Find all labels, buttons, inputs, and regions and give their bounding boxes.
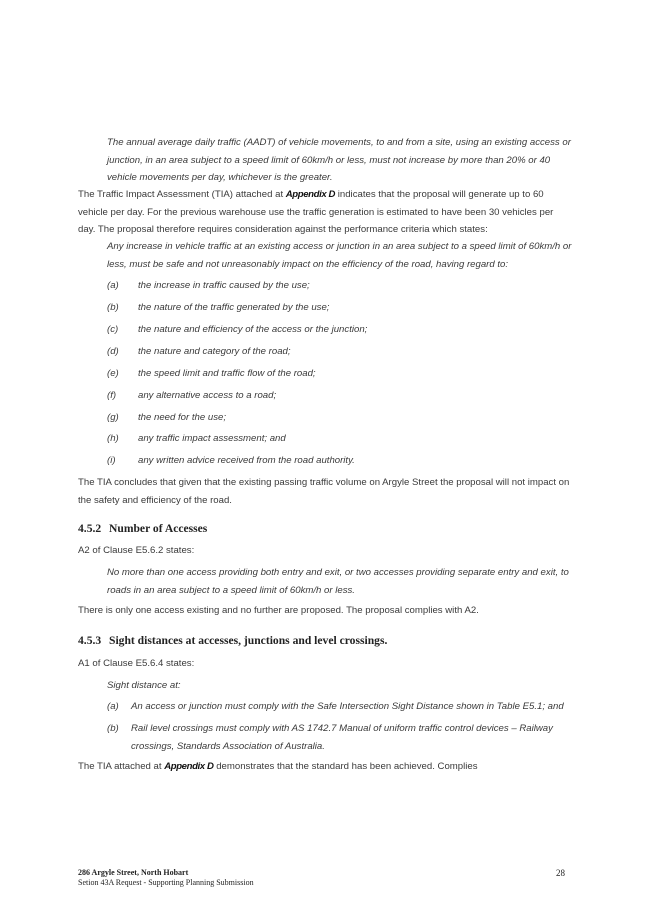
list-item-text: Rail level crossings must comply with AS 1742.7 Manual of uniform traffic control devices – Railway crossings, Standards Association of Australia. xyxy=(131,723,553,752)
tia-paragraph-before: The Traffic Impact Assessment (TIA) attached at xyxy=(78,189,286,200)
clause-quote-a2: No more than one access providing both entry and exit, or two accesses providing separate entry and exit, to roads in an area subject to a speed limit of 60km/h or less. xyxy=(107,567,569,596)
section-number: 4.5.3 xyxy=(78,634,102,647)
section-heading-4-5-2 xyxy=(78,522,207,535)
list-item-label: (i) xyxy=(107,455,116,466)
list-item-label: (a) xyxy=(107,701,119,712)
list-item-label: (f) xyxy=(107,390,117,401)
list-item-text: the need for the use; xyxy=(138,412,227,423)
list-item-label: (b) xyxy=(107,302,119,313)
section-title: Number of Accesses xyxy=(109,522,208,535)
clause-intro-a1: A1 of Clause E5.6.4 states: xyxy=(78,658,195,669)
sight-distance-intro: Sight distance at: xyxy=(107,680,181,691)
list-item-text: any written advice received from the road authority. xyxy=(138,455,355,466)
list-item-label: (h) xyxy=(107,433,119,444)
tia-conclusion: The TIA concludes that given that the existing passing traffic volume on Argyle Street the proposal will not impact on the safety and efficiency of the road. xyxy=(78,477,570,506)
list-item-text: the increase in traffic caused by the use; xyxy=(138,280,310,291)
list-item-label: (c) xyxy=(107,324,119,335)
criteria-quote: Any increase in vehicle traffic at an existing access or junction in an area subject to a speed limit of 60km/h or less, must be safe and not unreasonably impact on the efficiency of the road, having regard to: xyxy=(107,241,572,270)
footer-subtitle: Setion 43A Request - Supporting Planning Submission xyxy=(78,878,254,887)
list-item-text: the nature of the traffic generated by the use; xyxy=(138,302,330,313)
appendix-d-link: Appendix D xyxy=(164,761,214,772)
list-item-text: An access or junction must comply with the Safe Intersection Sight Distance shown in Table E5.1; and xyxy=(131,701,564,712)
footer-address: 286 Argyle Street, North Hobart xyxy=(78,868,189,877)
section-title: Sight distances at accesses, junctions and level crossings. xyxy=(109,634,388,647)
section-heading-4-5-3 xyxy=(78,634,387,647)
statement-before: The TIA attached at xyxy=(78,761,165,772)
page-number: 28 xyxy=(556,868,565,878)
list-item-text: the nature and efficiency of the access or the junction; xyxy=(138,324,368,335)
list-item-label: (d) xyxy=(107,346,119,357)
compliance-statement-a1 xyxy=(78,758,573,776)
page-footer xyxy=(78,868,254,888)
appendix-d-link: Appendix D xyxy=(285,189,336,200)
tia-paragraph xyxy=(78,186,573,239)
list-item xyxy=(107,720,573,755)
list-item-text: the nature and category of the road; xyxy=(138,346,291,357)
compliance-statement-a2: There is only one access existing and no further are proposed. The proposal complies with A2. xyxy=(78,605,479,616)
list-item-label: (b) xyxy=(107,723,119,734)
section-number: 4.5.2 xyxy=(78,522,102,535)
list-item-text: any traffic impact assessment; and xyxy=(138,433,286,444)
list-item-text: the speed limit and traffic flow of the road; xyxy=(138,368,316,379)
list-item xyxy=(107,698,573,716)
list-item-label: (a) xyxy=(107,280,119,291)
intro-quote: The annual average daily traffic (AADT) of vehicle movements, to and from a site, using an existing access or junction, in an area subject to a speed limit of 60km/h or less, must not increase by more than 20% or 40 vehicle movements per day, whichever is the greater. xyxy=(107,137,571,183)
clause-intro-a2: A2 of Clause E5.6.2 states: xyxy=(78,545,195,556)
tia-paragraph-after: indicates that the proposal will generate up to 60 vehicle per day. For the previous warehouse use the traffic generation is estimated to have been 30 vehicles per day. The proposal therefore requires consideration against the performance criteria which states: xyxy=(78,189,554,235)
list-item-label: (g) xyxy=(107,412,119,423)
list-item-text: any alternative access to a road; xyxy=(138,390,277,401)
list-item-label: (e) xyxy=(107,368,119,379)
statement-after: demonstrates that the standard has been achieved. Complies xyxy=(213,761,478,772)
